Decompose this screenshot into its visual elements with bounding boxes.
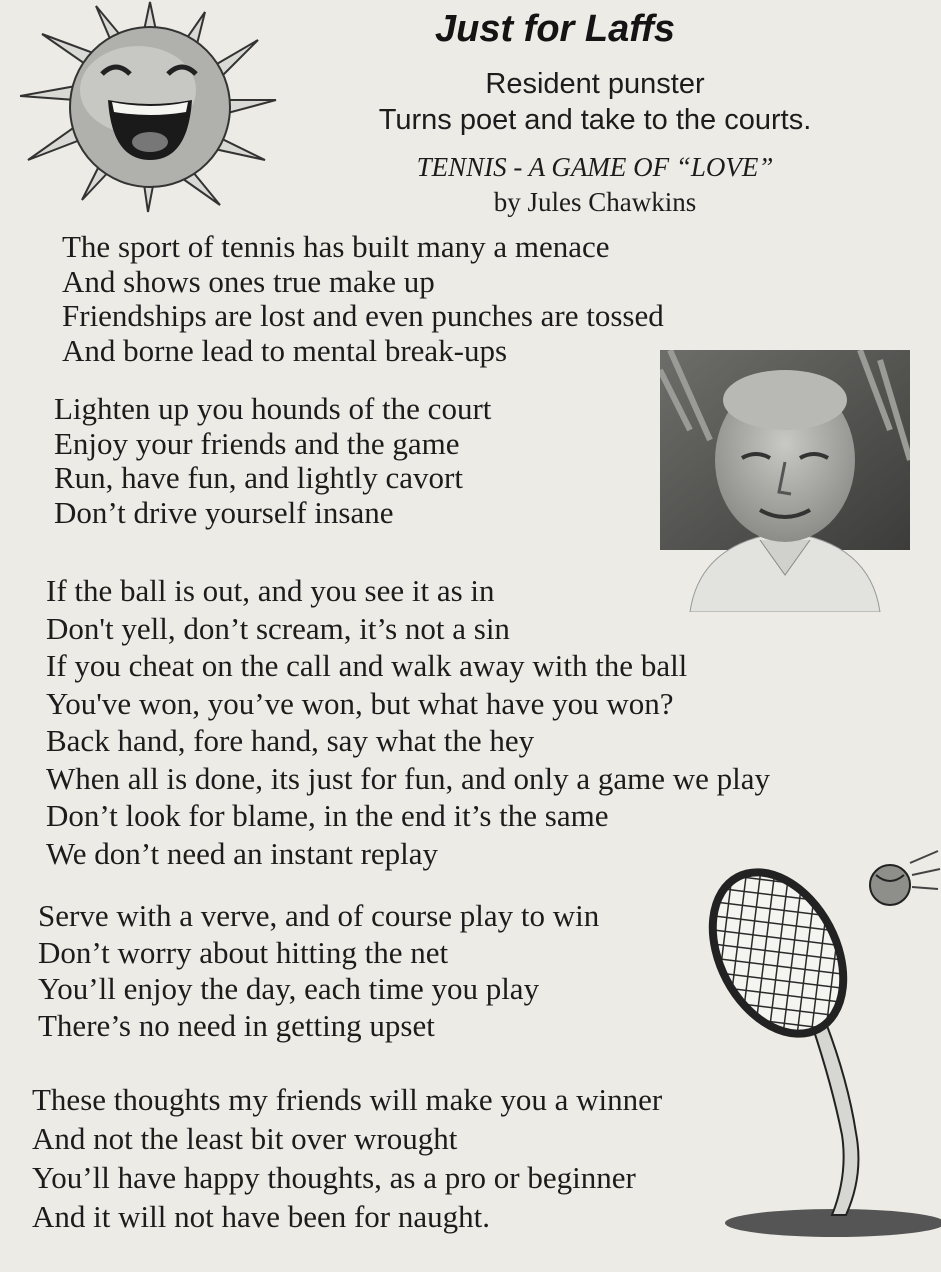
page-title: Just for Laffs bbox=[434, 8, 675, 50]
poem-line: When all is done, its just for fun, and only a game we play bbox=[46, 760, 771, 796]
poem-line: Back hand, fore hand, say what the hey bbox=[46, 723, 535, 758]
poem-title: TENNIS - A GAME OF “LOVE” bbox=[416, 152, 774, 182]
poem-line: Serve with a verve, and of course play to win bbox=[38, 898, 600, 933]
poem-line: Run, have fun, and lightly cavort bbox=[54, 460, 463, 495]
poem-line: If you cheat on the call and walk away with the ball bbox=[46, 648, 688, 683]
poem-byline: by Jules Chawkins bbox=[493, 187, 697, 217]
poem-line: Enjoy your friends and the game bbox=[54, 425, 460, 461]
subtitle-line-2: Turns poet and take to the courts. bbox=[378, 104, 812, 136]
poem-line: The sport of tennis has built many a menace bbox=[62, 229, 610, 264]
tennis-racket-and-ball-icon bbox=[700, 845, 941, 1245]
poem-line: And borne lead to mental break-ups bbox=[62, 332, 508, 368]
poem-line: And it will not have been for naught. bbox=[32, 1199, 491, 1234]
poem-line: You’ll enjoy the day, each time you play bbox=[38, 971, 540, 1006]
poem-line: Don't yell, don’t scream, it’s not a sin bbox=[46, 610, 510, 646]
poem-line: There’s no need in getting upset bbox=[38, 1007, 435, 1043]
poem-line: And shows ones true make up bbox=[62, 263, 435, 299]
stanza-2 bbox=[54, 392, 491, 530]
poem-line: You’ll have happy thoughts, as a pro or beginner bbox=[32, 1160, 636, 1195]
poem-line: These thoughts my friends will make you a winner bbox=[32, 1082, 663, 1117]
poem-line: You've won, you’ve won, but what have you won? bbox=[46, 685, 674, 721]
poem-line: If the ball is out, and you see it as in bbox=[46, 573, 495, 608]
stanza-5 bbox=[32, 1080, 662, 1236]
poem-line: Friendships are lost and even punches are tossed bbox=[62, 298, 664, 333]
poem-line: Don’t drive yourself insane bbox=[54, 494, 394, 530]
subtitle-line-1: Resident punster bbox=[485, 68, 705, 100]
stanza-1 bbox=[62, 230, 664, 368]
stanza-3 bbox=[46, 572, 770, 872]
stanza-4 bbox=[38, 898, 599, 1044]
poem-line: We don’t need an instant replay bbox=[46, 835, 439, 871]
poem-line: Don’t worry about hitting the net bbox=[38, 934, 449, 970]
laughing-sun-icon bbox=[20, 0, 280, 215]
poem-line: Don’t look for blame, in the end it’s the same bbox=[46, 798, 609, 833]
poem-line: Lighten up you hounds of the court bbox=[54, 391, 492, 426]
poem-line: And not the least bit over wrought bbox=[32, 1121, 458, 1156]
